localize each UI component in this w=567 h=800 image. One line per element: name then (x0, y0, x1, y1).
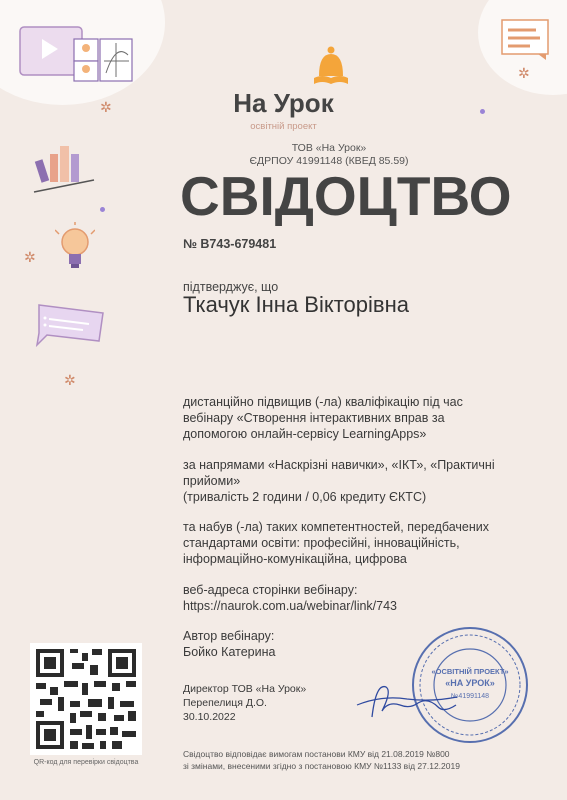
legal-footer-line: зі змінами, внесеними згідно з постановою КМУ №1133 від 27.12.2019 (183, 761, 460, 771)
competencies-line: інформаційно-комунікаційна, цифрова (183, 552, 407, 566)
training-line: вебінару «Створення інтерактивних вправ за (183, 411, 445, 425)
competencies-line: стандартами освіти: професійні, інноваційність, (183, 536, 460, 550)
certificate-number: № В743-679481 (183, 237, 277, 251)
directions-line: (тривалість 2 години / 0,06 кредиту ЄКТС) (183, 490, 427, 504)
confirms-text: підтверджує, що (183, 280, 279, 294)
author-name: Бойко Катерина (183, 645, 276, 659)
qr-code-icon[interactable] (30, 643, 142, 755)
stamp-line-1: «ОСВІТНІЙ ПРОЕКТ» (431, 667, 509, 676)
webinar-page (183, 582, 397, 614)
gear-icon: ✲ (518, 65, 530, 81)
issuer-name: ТОВ «На Урок» (291, 142, 367, 154)
issue-date: 30.10.2022 (183, 711, 236, 723)
director-title: Директор ТОВ «На Урок» (183, 683, 307, 695)
competencies-text (183, 519, 489, 567)
legal-footer-line: Свідоцтво відповідає вимогам постанови КМУ від 21.08.2019 №800 (183, 749, 450, 759)
directions-line: прийоми» (183, 474, 241, 488)
stamp-line-3: №41991148 (450, 693, 490, 700)
webinar-page-link[interactable]: https://naurok.com.ua/webinar/link/743 (183, 599, 398, 613)
training-text (183, 394, 463, 442)
video-board-icon (18, 25, 133, 90)
issuer-code: ЄДРПОУ 41991148 (КВЕД 85.59) (249, 155, 409, 167)
recipient-name: Ткачук Інна Вікторівна (183, 292, 409, 317)
webinar-page-label: веб-адреса сторінки вебінару: (183, 583, 358, 597)
directions-line: за напрямами «Наскрізні навички», «ІКТ», «Практичні (183, 458, 495, 472)
chat-lines-icon (500, 18, 550, 65)
legal-footer (183, 748, 460, 772)
stamp-line-2: «НА УРОК» (445, 678, 495, 688)
lightbulb-icon (55, 222, 95, 277)
decor-dot (100, 207, 105, 212)
director-name: Перепелиця Д.О. (183, 697, 267, 709)
author-label: Автор вебінару: (183, 629, 275, 643)
competencies-line: та набув (-ла) таких компетентностей, передбачених (183, 520, 490, 534)
webinar-author (183, 628, 275, 660)
directions-text (183, 457, 495, 505)
director-signature-block (183, 682, 306, 724)
gear-icon: ✲ (24, 249, 36, 265)
training-line: дистанційно підвищив (-ла) кваліфікацію під час (183, 395, 463, 409)
signature-icon (352, 675, 462, 730)
brand-name: На Урок (233, 88, 334, 118)
message-card-icon (33, 303, 108, 353)
qr-caption: QR-код для перевірки свідоцтва (33, 759, 139, 766)
gear-icon: ✲ (64, 372, 76, 388)
training-line: допомогою онлайн-сервісу LearningApps» (183, 427, 427, 441)
certificate-title: СВІДОЦТВО (180, 165, 512, 227)
gear-icon: ✲ (100, 99, 112, 115)
brand-tagline: освітній проект (250, 121, 317, 132)
